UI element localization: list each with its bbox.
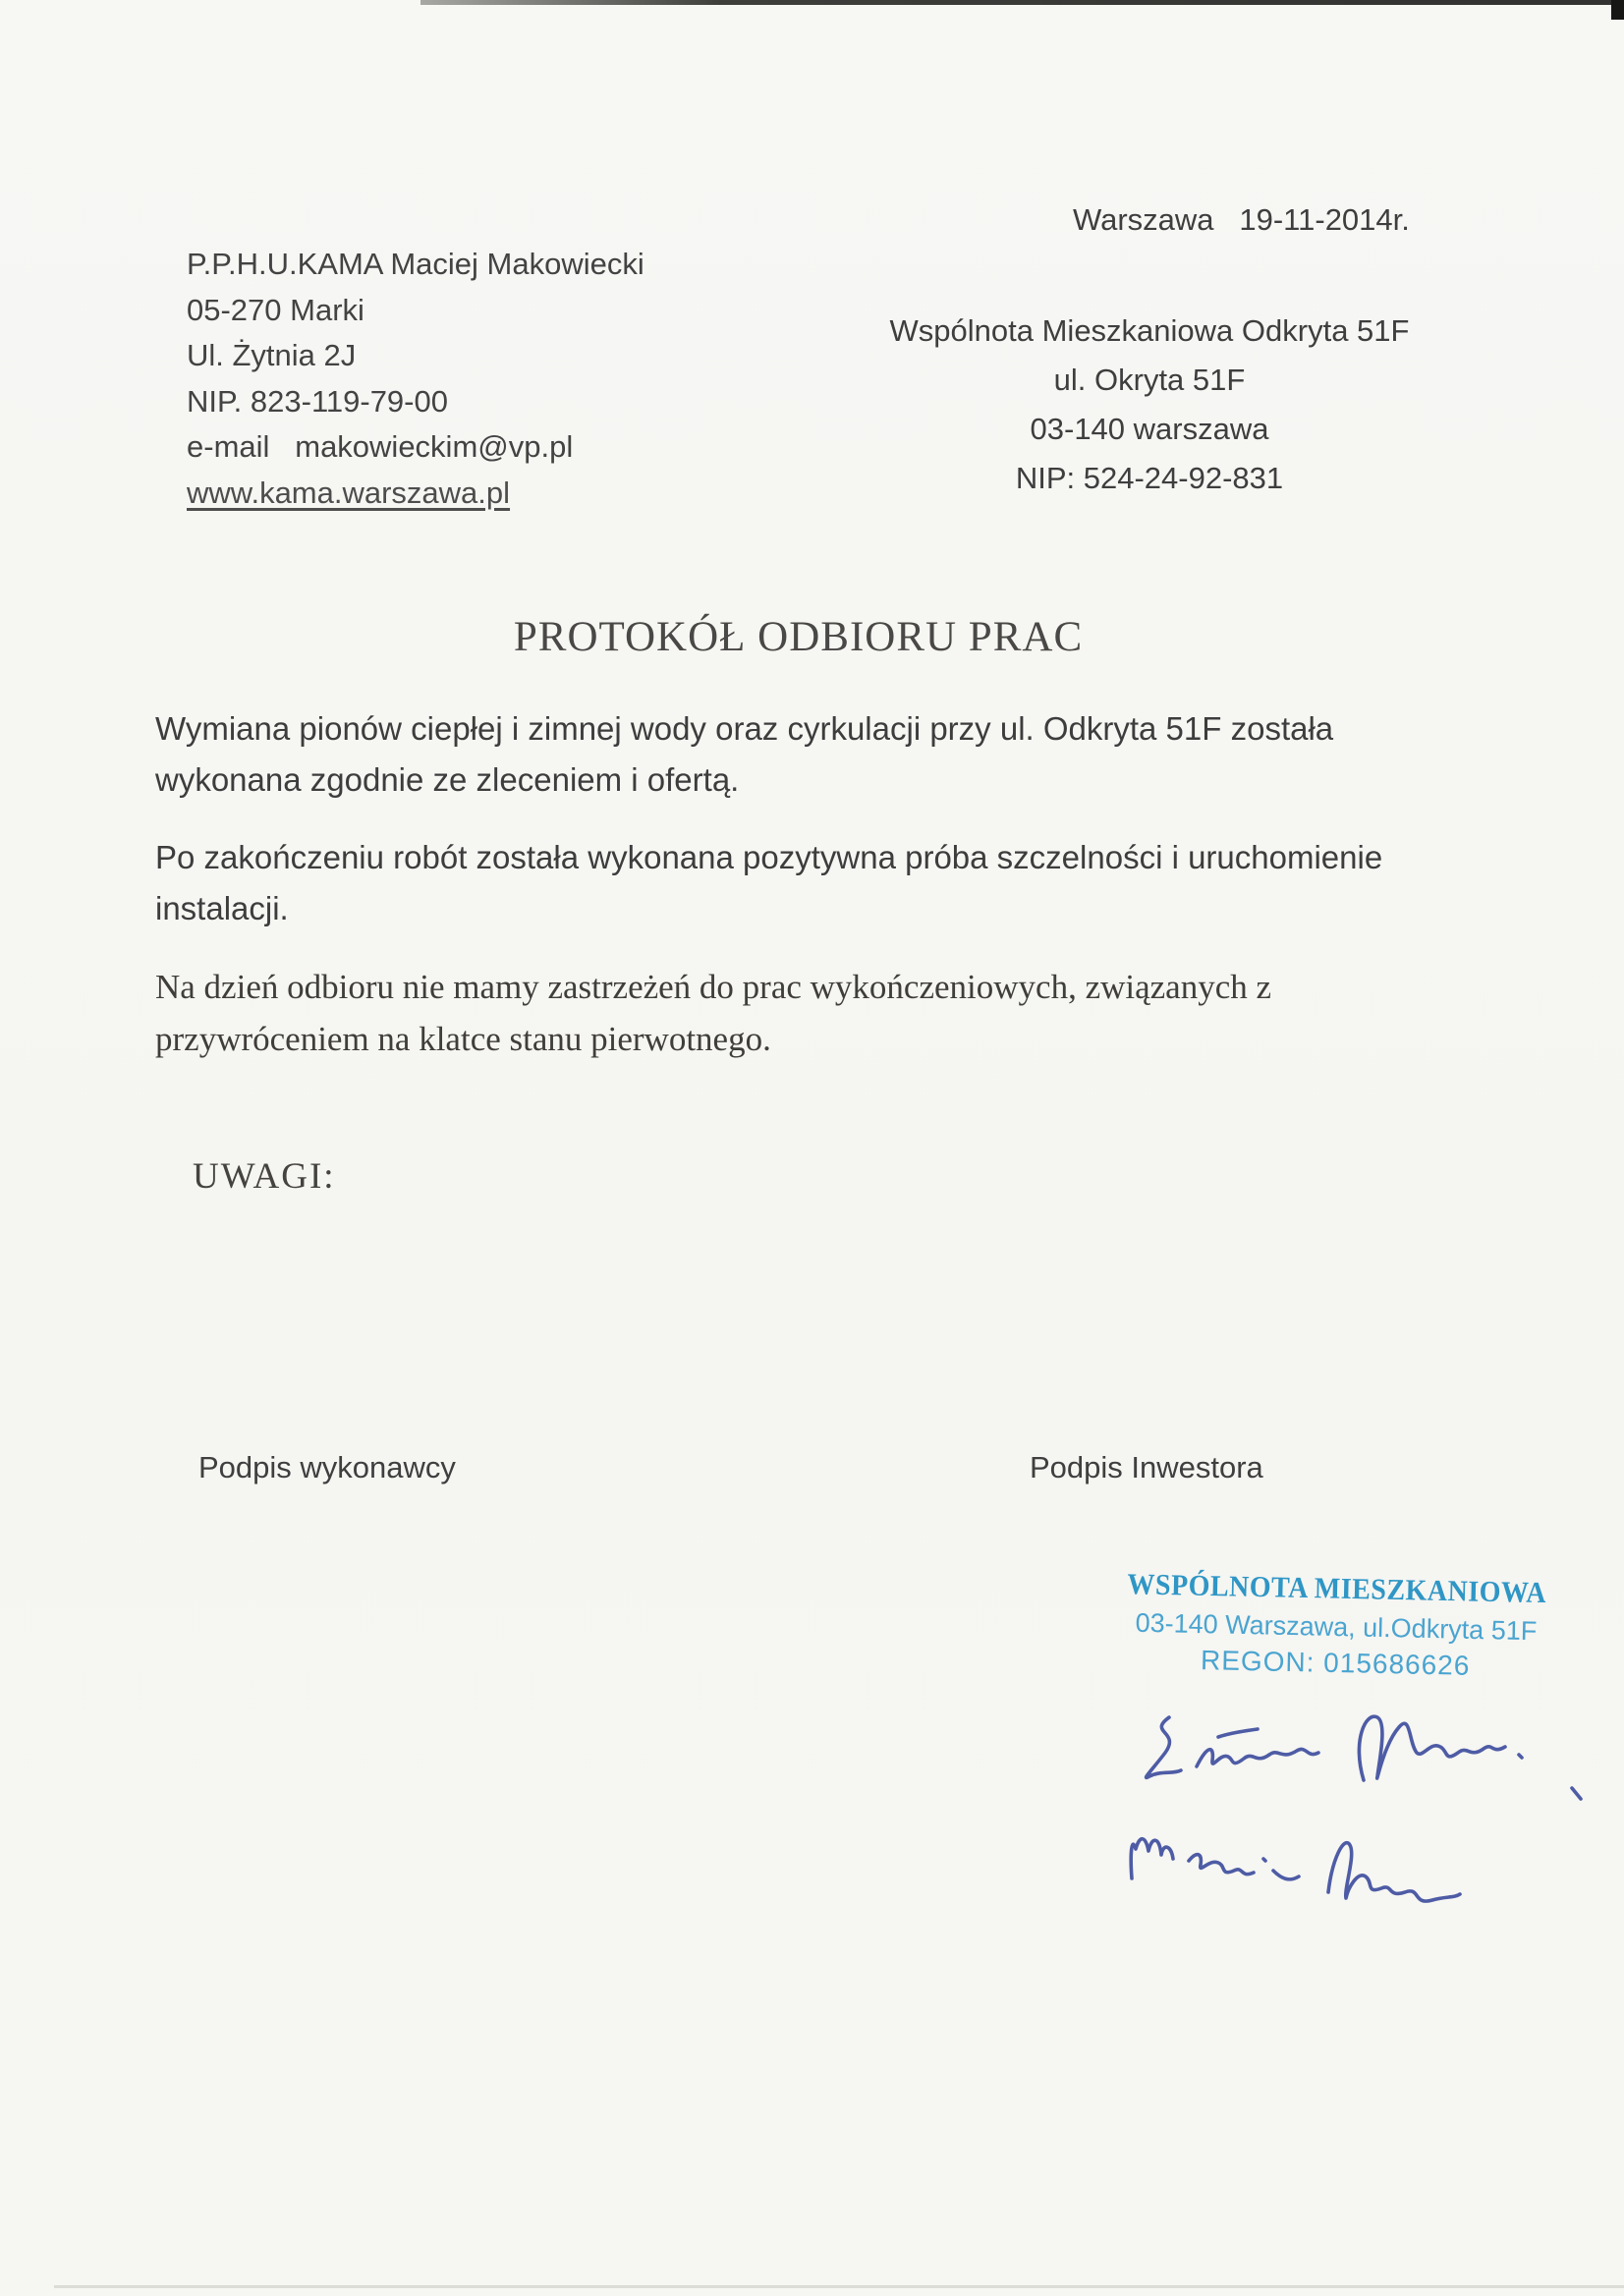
investor-address-block bbox=[865, 307, 1434, 503]
paragraph-acceptance: Na dzień odbioru nie mamy zastrzeżeń do prac wykończeniowych, związanych z przywróceniem na klatce stanu pierwotnego. bbox=[155, 968, 1272, 1058]
investor-city: 03-140 warszawa bbox=[1030, 412, 1269, 446]
stamp-address: 03-140 Warszawa, ul.Odkryta 51F bbox=[1135, 1607, 1538, 1647]
contractor-street: Ul. Żytnia 2J bbox=[187, 338, 357, 372]
remarks-label: UWAGI: bbox=[193, 1156, 336, 1197]
contractor-address-block bbox=[187, 242, 644, 516]
paragraph-test-result: Po zakończeniu robót została wykonana pozytywna próba szczelności i uruchomienie instalacji. bbox=[155, 839, 1383, 926]
contractor-signature-label: Podpis wykonawcy bbox=[198, 1450, 456, 1484]
contractor-nip: NIP. 823-119-79-00 bbox=[187, 383, 448, 419]
contractor-website: www.kama.warszawa.pl bbox=[187, 475, 511, 510]
contractor-city: 05-270 Marki bbox=[187, 292, 364, 327]
document-body bbox=[155, 703, 1425, 1092]
stamp-name: WSPÓLNOTA MIESZKANIOWA bbox=[1127, 1568, 1547, 1610]
stamp-regon: REGON: 015686626 bbox=[1200, 1645, 1471, 1681]
handwritten-signature bbox=[1071, 1686, 1601, 1951]
scan-artifact-bottom-edge bbox=[54, 2285, 1624, 2288]
scan-artifact-top-edge bbox=[420, 0, 1624, 5]
investor-street: ul. Okryta 51F bbox=[1053, 363, 1246, 397]
investor-signature-label: Podpis Inwestora bbox=[1030, 1450, 1263, 1484]
investor-nip: NIP: 524-24-92-831 bbox=[1015, 461, 1284, 495]
contractor-email: e-mail makowieckim@vp.pl bbox=[187, 429, 574, 464]
investor-name: Wspólnota Mieszkaniowa Odkryta 51F bbox=[889, 313, 1410, 348]
scan-artifact-corner bbox=[1611, 0, 1624, 20]
document-title: PROTOKÓŁ ODBIORU PRAC bbox=[513, 614, 1084, 660]
paragraph-scope: Wymiana pionów ciepłej i zimnej wody oraz cyrkulacji przy ul. Odkryta 51F została wykonana zgodnie ze zleceniem i ofertą. bbox=[155, 710, 1334, 798]
date-line: Warszawa 19-11-2014r. bbox=[1073, 202, 1410, 237]
contractor-name: P.P.H.U.KAMA Maciej Makowiecki bbox=[187, 247, 644, 281]
investor-stamp bbox=[1119, 1569, 1553, 1683]
